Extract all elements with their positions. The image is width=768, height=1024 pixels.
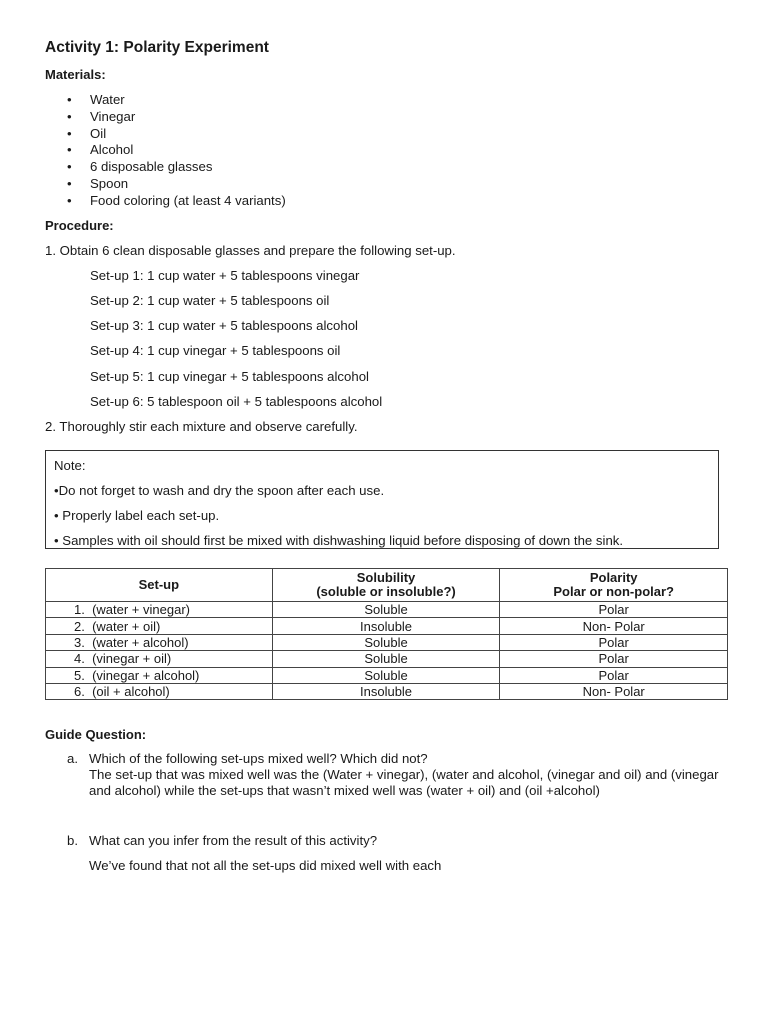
list-item: • Spoon (67, 176, 286, 193)
materials-label: Materials: (45, 67, 106, 82)
solubility-cell: Soluble (272, 602, 500, 618)
procedure-step-2: 2. Thoroughly stir each mixture and observe carefully. (45, 419, 358, 434)
row-number: 3. (74, 634, 85, 650)
setup-line: Set-up 4: 1 cup vinegar + 5 tablespoons oil (90, 343, 341, 358)
solubility-cell: Soluble (272, 667, 500, 683)
answer-text: We’ve found that not all the set-ups did mixed well with each (89, 858, 442, 874)
row-number: 6. (74, 684, 85, 700)
polarity-cell: Polar (500, 651, 728, 667)
question-text: Which of the following set-ups mixed well? Which did not? (89, 751, 428, 766)
header-solubility-line2: (soluble or insoluble?) (316, 584, 456, 599)
setup-line: Set-up 6: 5 tablespoon oil + 5 tablespoons alcohol (90, 394, 383, 409)
list-item: • 6 disposable glasses (67, 159, 286, 176)
setup-cell (46, 602, 273, 618)
table-row (46, 651, 728, 667)
header-polarity-line2: Polar or non-polar? (553, 584, 674, 599)
solubility-cell: Insoluble (272, 618, 500, 634)
setup-line: Set-up 2: 1 cup water + 5 tablespoons oil (90, 293, 330, 308)
list-item: • Food coloring (at least 4 variants) (67, 193, 286, 210)
setup-line: Set-up 3: 1 cup water + 5 tablespoons alcohol (90, 318, 358, 333)
solubility-cell: Insoluble (272, 683, 500, 699)
solubility-cell: Soluble (272, 651, 500, 667)
note-item: •Do not forget to wash and dry the spoon after each use. (54, 483, 385, 498)
table-row (46, 683, 728, 699)
polarity-cell: Polar (500, 602, 728, 618)
note-item: • Samples with oil should first be mixed with dishwashing liquid before disposing of down the sink. (54, 533, 624, 548)
setup-cell (46, 634, 273, 650)
list-item: • Alcohol (67, 142, 286, 159)
note-label: Note: (54, 458, 86, 473)
polarity-cell: Non- Polar (500, 683, 728, 699)
table-row (46, 667, 728, 683)
guide-question-label: Guide Question: (45, 727, 147, 742)
note-item: • Properly label each set-up. (54, 508, 220, 523)
row-number: 4. (74, 651, 85, 667)
setup-cell (46, 618, 273, 634)
header-solubility-line1: Solubility (356, 569, 416, 585)
setup-line: Set-up 1: 1 cup water + 5 tablespoons vinegar (90, 268, 360, 283)
row-setup: (water + oil) (92, 618, 161, 634)
table-header-row (46, 569, 728, 602)
solubility-cell: Soluble (272, 634, 500, 650)
row-setup: (water + alcohol) (92, 634, 189, 650)
procedure-step-1: 1. Obtain 6 clean disposable glasses and prepare the following set-up. (45, 243, 456, 258)
setup-cell (46, 651, 273, 667)
question-letter: a. (67, 751, 78, 766)
results-table (45, 568, 728, 700)
polarity-cell: Non- Polar (500, 618, 728, 634)
note-box (45, 450, 719, 549)
question-body (89, 833, 739, 874)
header-setup: Set-up (46, 569, 273, 602)
polarity-cell: Polar (500, 667, 728, 683)
list-item: • Oil (67, 126, 286, 143)
header-polarity-line1: Polarity (589, 569, 638, 585)
table-row (46, 602, 728, 618)
list-item: • Water (67, 92, 286, 109)
row-setup: (vinegar + alcohol) (92, 667, 200, 683)
materials-list (67, 92, 286, 210)
procedure-label: Procedure: (45, 218, 114, 233)
setup-cell (46, 683, 273, 699)
header-solubility (272, 569, 500, 602)
answer-text: The set-up that was mixed well was the (Water + vinegar), (water and alcohol, (vinegar and oil) and (vinegar and alcohol) while the set-ups that wasn’t mixed well was (water + oil) and (oil +alcohol) (89, 767, 719, 799)
table-row (46, 618, 728, 634)
question-letter: b. (67, 833, 78, 848)
setup-line: Set-up 5: 1 cup vinegar + 5 tablespoons alcohol (90, 369, 369, 384)
row-setup: (vinegar + oil) (92, 651, 172, 667)
page-title: Activity 1: Polarity Experiment (45, 39, 269, 56)
row-number: 1. (74, 602, 85, 618)
question-text: What can you infer from the result of this activity? (89, 833, 378, 848)
row-number: 5. (74, 667, 85, 683)
polarity-cell: Polar (500, 634, 728, 650)
row-setup: (oil + alcohol) (92, 684, 170, 700)
row-number: 2. (74, 618, 85, 634)
table-row (46, 634, 728, 650)
setup-cell (46, 667, 273, 683)
row-setup: (water + vinegar) (92, 602, 190, 618)
question-body (89, 751, 739, 800)
header-polarity (500, 569, 728, 602)
list-item: • Vinegar (67, 109, 286, 126)
